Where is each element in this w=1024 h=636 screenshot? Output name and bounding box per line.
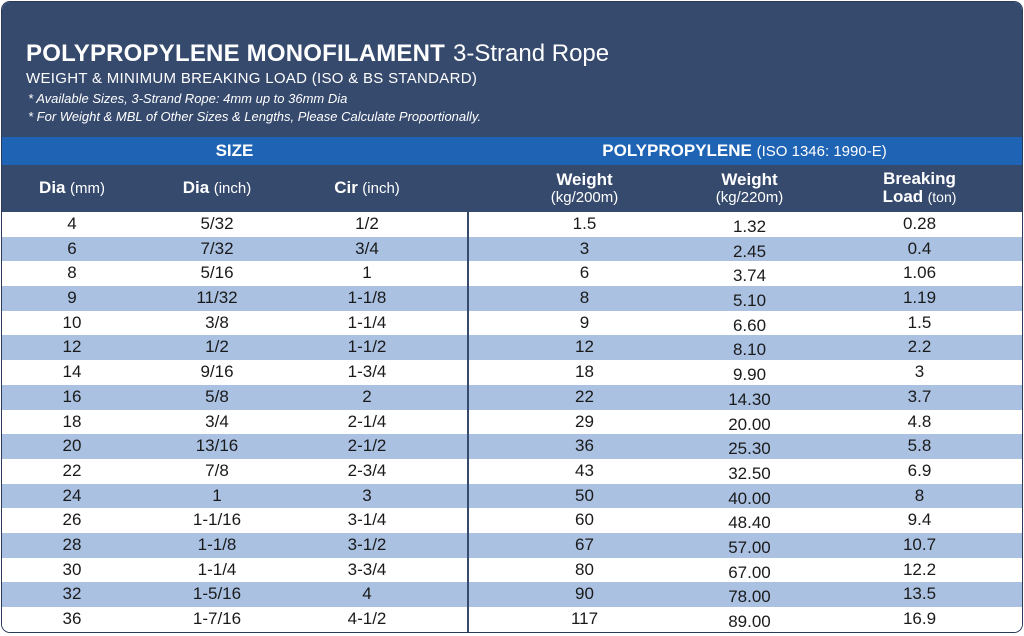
cell-dia-inch: 13/16 [195,436,239,456]
table-row [2,558,1022,583]
col-dia-mm-unit: (mm) [69,180,105,197]
cell-weight-200: 9 [579,312,590,332]
table-row [2,533,1022,558]
cell-weight-220: 6.60 [732,315,767,335]
cell-cir-inch: 1-1/4 [347,312,387,332]
cell-breaking-load: 1.5 [907,312,932,332]
cell-dia-mm: 28 [62,534,82,554]
col-breaking-label: Breaking [883,169,956,188]
table-row [2,484,1022,509]
cell-dia-inch: 9/16 [200,362,234,382]
cell-weight-220: 2.45 [732,241,767,261]
cell-dia-inch: 1-1/8 [197,534,237,554]
col-weight220-unit: (kg/220m) [715,188,784,206]
table-row [2,286,1022,311]
cell-dia-inch: 1/2 [205,337,229,357]
cell-weight-220: 48.40 [728,513,771,533]
cell-dia-mm: 24 [62,485,82,505]
col-dia-mm-label: Dia [39,178,66,197]
cell-breaking-load: 5.8 [907,436,932,456]
col-cir-inch [302,165,432,212]
col-weight200-label: Weight [556,169,613,189]
cell-dia-mm: 32 [62,584,82,604]
cell-weight-220: 9.90 [732,365,767,385]
cell-weight-220: 78.00 [728,587,771,607]
cell-weight-220: 5.10 [732,291,767,311]
cell-cir-inch: 1-1/2 [347,337,387,357]
note-available-sizes: * Available Sizes, 3-Strand Rope: 4mm up to 36mm Dia [28,91,348,106]
col-cir-unit: (inch) [362,180,400,197]
cell-weight-200: 36 [575,436,594,456]
cell-weight-220: 67.00 [728,562,771,582]
cell-dia-mm: 16 [62,386,82,406]
cell-weight-200: 18 [575,362,594,382]
cell-weight-200: 29 [575,411,594,431]
cell-dia-mm: 14 [62,362,82,382]
cell-dia-mm: 36 [62,609,82,628]
cell-weight-200: 3 [579,238,590,258]
cell-breaking-load: 0.4 [907,238,932,258]
cell-dia-inch: 7/8 [205,460,229,480]
cell-breaking-load: 0.28 [902,214,937,233]
table-row [2,410,1022,435]
cell-weight-200: 8 [579,288,590,308]
column-divider [467,165,469,632]
cell-cir-inch: 4-1/2 [347,609,387,628]
cell-cir-inch: 1-3/4 [347,362,387,382]
col-dia-mm [12,165,132,212]
cell-dia-mm: 20 [62,436,82,456]
title-sub: 3-Strand Rope [453,40,610,67]
cell-dia-inch: 1 [212,485,222,505]
cell-breaking-load: 4.8 [907,411,932,431]
cell-weight-200: 90 [575,584,594,604]
cell-weight-200: 22 [575,386,594,406]
cell-breaking-load: 13.5 [902,584,937,604]
cell-breaking-load: 12.2 [902,559,937,579]
table-row [2,459,1022,484]
cell-weight-200: 80 [575,559,594,579]
cell-weight-200: 50 [575,485,594,505]
cell-breaking-load: 2.2 [907,337,932,357]
cell-cir-inch: 3/4 [355,238,379,258]
cell-cir-inch: 2-3/4 [347,460,387,480]
band-size-label: SIZE [215,141,254,160]
cell-cir-inch: 1/2 [355,214,379,233]
cell-weight-220: 40.00 [728,488,771,508]
col-dia-inch-label: Dia [182,178,210,197]
table-row [2,607,1022,632]
cell-weight-200: 43 [575,460,594,480]
table-row [2,261,1022,286]
cell-dia-inch: 1-5/16 [192,584,242,604]
cell-dia-mm: 9 [67,288,77,308]
col-weight-200 [522,165,647,212]
cell-weight-220: 1.32 [732,217,767,236]
cell-dia-mm: 8 [67,263,77,283]
cell-weight-220: 57.00 [728,537,771,557]
cell-weight-220: 89.00 [728,612,771,631]
cell-cir-inch: 3-1/4 [347,510,387,530]
page-title [26,40,609,68]
cell-breaking-load: 3.7 [907,386,932,406]
band-material-label: POLYPROPYLENE [602,141,752,160]
cell-cir-inch: 2-1/2 [347,436,387,456]
col-load-label: Load [882,187,924,206]
cell-dia-inch: 5/8 [205,386,229,406]
cell-dia-mm: 4 [67,214,77,233]
cell-weight-220: 3.74 [732,266,767,286]
cell-dia-inch: 5/32 [200,214,234,233]
cell-dia-inch: 1-1/4 [197,559,237,579]
cell-cir-inch: 4 [362,584,372,604]
cell-dia-mm: 26 [62,510,82,530]
title-main: POLYPROPYLENE MONOFILAMENT [26,40,446,67]
cell-dia-mm: 12 [62,337,82,357]
col-weight-220 [687,165,812,212]
table-body [2,212,1022,632]
cell-dia-inch: 5/16 [200,263,234,283]
cell-cir-inch: 1-1/8 [347,288,387,308]
table-row [2,335,1022,360]
cell-weight-200: 60 [575,510,594,530]
cell-weight-220: 32.50 [728,463,771,483]
cell-dia-mm: 10 [62,312,82,332]
table-row [2,311,1022,336]
cell-dia-mm: 30 [62,559,82,579]
table-row [2,360,1022,385]
col-dia-inch [152,165,282,212]
cell-weight-200: 6 [579,263,590,283]
cell-cir-inch: 3-3/4 [347,559,387,579]
rope-spec-sheet [2,2,1022,632]
cell-breaking-load: 9.4 [907,510,932,530]
col-cir-label: Cir [334,178,358,197]
cell-weight-200: 117 [570,609,599,628]
table-row [2,237,1022,262]
cell-weight-200: 1.5 [572,214,597,233]
cell-breaking-load: 6.9 [907,460,932,480]
col-dia-inch-unit: (inch) [213,180,252,197]
cell-breaking-load: 10.7 [902,534,937,554]
cell-cir-inch: 2 [362,386,372,406]
col-breaking-unit: (ton) [927,189,957,205]
table-row [2,582,1022,607]
cell-weight-220: 25.30 [728,439,771,459]
cell-dia-inch: 7/32 [200,238,234,258]
cell-dia-inch: 3/4 [205,411,229,431]
cell-dia-inch: 11/32 [196,288,238,308]
cell-weight-220: 14.30 [728,389,771,409]
subtitle: WEIGHT & MINIMUM BREAKING LOAD (ISO & BS STANDARD) [26,70,478,87]
cell-breaking-load: 8 [914,485,925,505]
cell-dia-mm: 18 [62,411,82,431]
band-standard-label: (ISO 1346: 1990-E) [756,143,887,160]
note-calculate: * For Weight & MBL of Other Sizes & Lengths, Please Calculate Proportionally. [28,109,482,124]
cell-dia-mm: 6 [67,238,77,258]
section-band [2,137,1022,165]
cell-weight-200: 67 [575,534,594,554]
cell-dia-inch: 3/8 [205,312,229,332]
table-row [2,385,1022,410]
header-panel [2,2,1022,137]
cell-breaking-load: 3 [914,362,925,382]
cell-weight-220: 20.00 [728,414,771,434]
table-row [2,434,1022,459]
table-row [2,212,1022,237]
cell-weight-220: 8.10 [732,340,767,360]
band-material [467,137,1022,165]
cell-dia-inch: 1-7/16 [192,609,242,628]
cell-dia-inch: 1-1/16 [192,510,242,530]
column-header-row [2,165,1022,212]
col-weight220-label: Weight [721,169,778,189]
cell-breaking-load: 1.06 [902,263,937,283]
col-weight200-unit: (kg/200m) [550,188,619,206]
cell-breaking-load: 1.19 [902,288,937,308]
cell-breaking-load: 16.9 [902,609,937,628]
cell-cir-inch: 2-1/4 [347,411,387,431]
col-breaking-load [857,165,982,212]
cell-weight-200: 12 [575,337,594,357]
cell-cir-inch: 3-1/2 [347,534,387,554]
cell-cir-inch: 1 [362,263,372,283]
cell-dia-mm: 22 [62,460,82,480]
cell-cir-inch: 3 [362,485,372,505]
table-row [2,508,1022,533]
